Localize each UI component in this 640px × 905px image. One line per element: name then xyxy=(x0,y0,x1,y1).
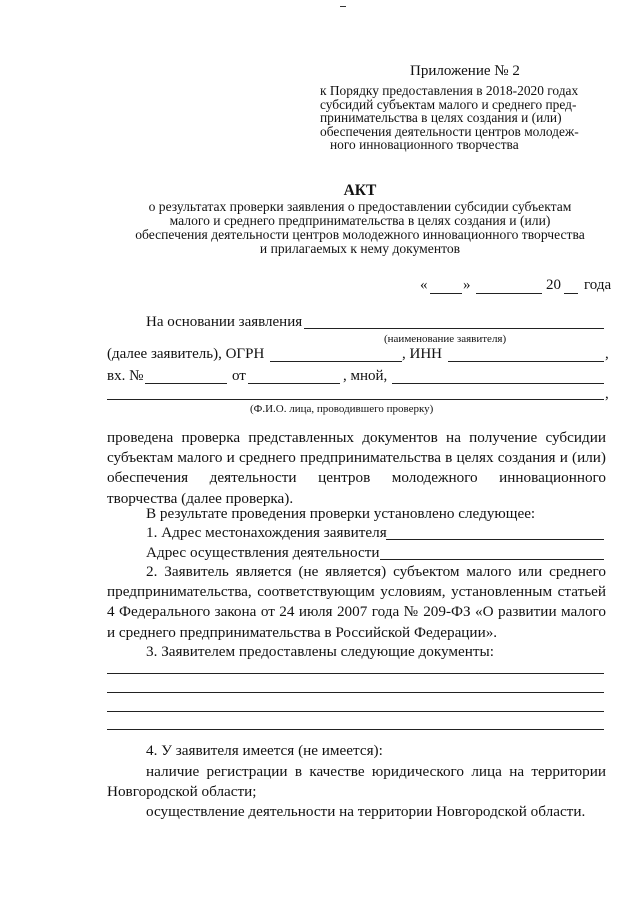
scan-mark xyxy=(340,6,346,7)
inspector-fio-field[interactable] xyxy=(107,399,604,400)
act-subtitle-line: о результатах проверки заявления о предоставлении субсидии субъектам xyxy=(148,199,572,214)
applicant-label: (далее заявитель), ОГРН xyxy=(107,346,265,362)
date-open-quote: « xyxy=(420,277,428,293)
date-year-prefix: 20 xyxy=(546,277,561,293)
act-title: АКТ xyxy=(343,182,377,199)
act-subtitle-line: обеспечения деятельности центров молодежного инновационного творчества xyxy=(135,227,585,242)
result-heading: В результате проведения проверки установлено следующее: xyxy=(146,505,536,522)
appendix-line: субсидий субъектам малого и среднего пред- xyxy=(320,96,577,112)
by-me-label: , мной, xyxy=(343,368,388,384)
act-subtitle xyxy=(100,200,620,256)
item1-activity-field[interactable] xyxy=(380,559,604,560)
item4-activity: осуществление деятельности на территории Новгородской области. xyxy=(146,803,586,820)
item1-address-label: 1. Адрес местонахождения заявителя xyxy=(146,524,387,541)
appendix-line: обеспечения деятельности центров молодеж- xyxy=(320,123,579,139)
item2-paragraph: 2. Заявитель является (не является) субъектом малого или среднего предпринимательства, соответствующим условиям, установленным статьей 4 Федерального закона от 24 июля 2007 года № 209-ФЗ «О развитии малого и среднего предпринимательства в Российской Федерации». xyxy=(107,563,606,641)
item1-address-field[interactable] xyxy=(386,539,604,540)
basis-label: На основании заявления xyxy=(146,314,303,330)
date-day-field[interactable] xyxy=(430,293,462,294)
incoming-number-field[interactable] xyxy=(145,383,227,384)
appendix-title: Приложение № 2 xyxy=(410,63,520,79)
inn-label: , ИНН xyxy=(402,346,442,362)
documents-line-3[interactable] xyxy=(107,711,604,712)
date-month-field[interactable] xyxy=(476,293,542,294)
appendix-text xyxy=(320,84,579,152)
act-subtitle-line: малого и среднего предпринимательства в целях создания и (или) xyxy=(169,213,551,228)
ogrn-field[interactable] xyxy=(270,361,402,362)
appendix-line: к Порядку предоставления в 2018-2020 годах xyxy=(320,83,579,98)
incoming-number-label: вх. № xyxy=(107,368,144,384)
inn-field[interactable] xyxy=(448,361,604,362)
documents-line-1[interactable] xyxy=(107,673,604,674)
from-label: от xyxy=(232,368,246,384)
applicant-name-field[interactable] xyxy=(304,328,604,329)
intro-paragraph: проведена проверка представленных документов на получение субсидии субъектам малого и среднего предпринимательства в целях создания и (или) обеспечения деятельности центров молодежного инновационного творчества (далее проверка). xyxy=(107,429,606,507)
documents-line-4[interactable] xyxy=(107,729,604,730)
item3-heading: 3. Заявителем предоставлены следующие документы: xyxy=(146,643,494,660)
appendix-line: принимательства в целях создания и (или) xyxy=(320,110,562,126)
act-subtitle-line: и прилагаемых к нему документов xyxy=(259,241,461,256)
date-year-field[interactable] xyxy=(564,293,578,294)
trailing-comma: , xyxy=(605,346,609,362)
inspector-field-1[interactable] xyxy=(392,383,604,384)
date-line xyxy=(420,277,620,297)
documents-line-2[interactable] xyxy=(107,692,604,693)
appendix-line: ного инновационного творчества xyxy=(330,137,519,153)
date-year-suffix: года xyxy=(584,277,612,293)
date-close-quote: » xyxy=(463,277,471,293)
fio-trailing-comma: , xyxy=(605,386,609,402)
incoming-date-field[interactable] xyxy=(248,383,340,384)
applicant-caption: (наименование заявителя) xyxy=(384,333,507,345)
fio-caption: (Ф.И.О. лица, проводившего проверку) xyxy=(250,403,434,415)
item4-registration: наличие регистрации в качестве юридического лица на территории Новгородской области; xyxy=(107,763,606,801)
item1-activity-label: Адрес осуществления деятельности xyxy=(146,544,380,561)
item4-heading: 4. У заявителя имеется (не имеется): xyxy=(146,742,383,759)
